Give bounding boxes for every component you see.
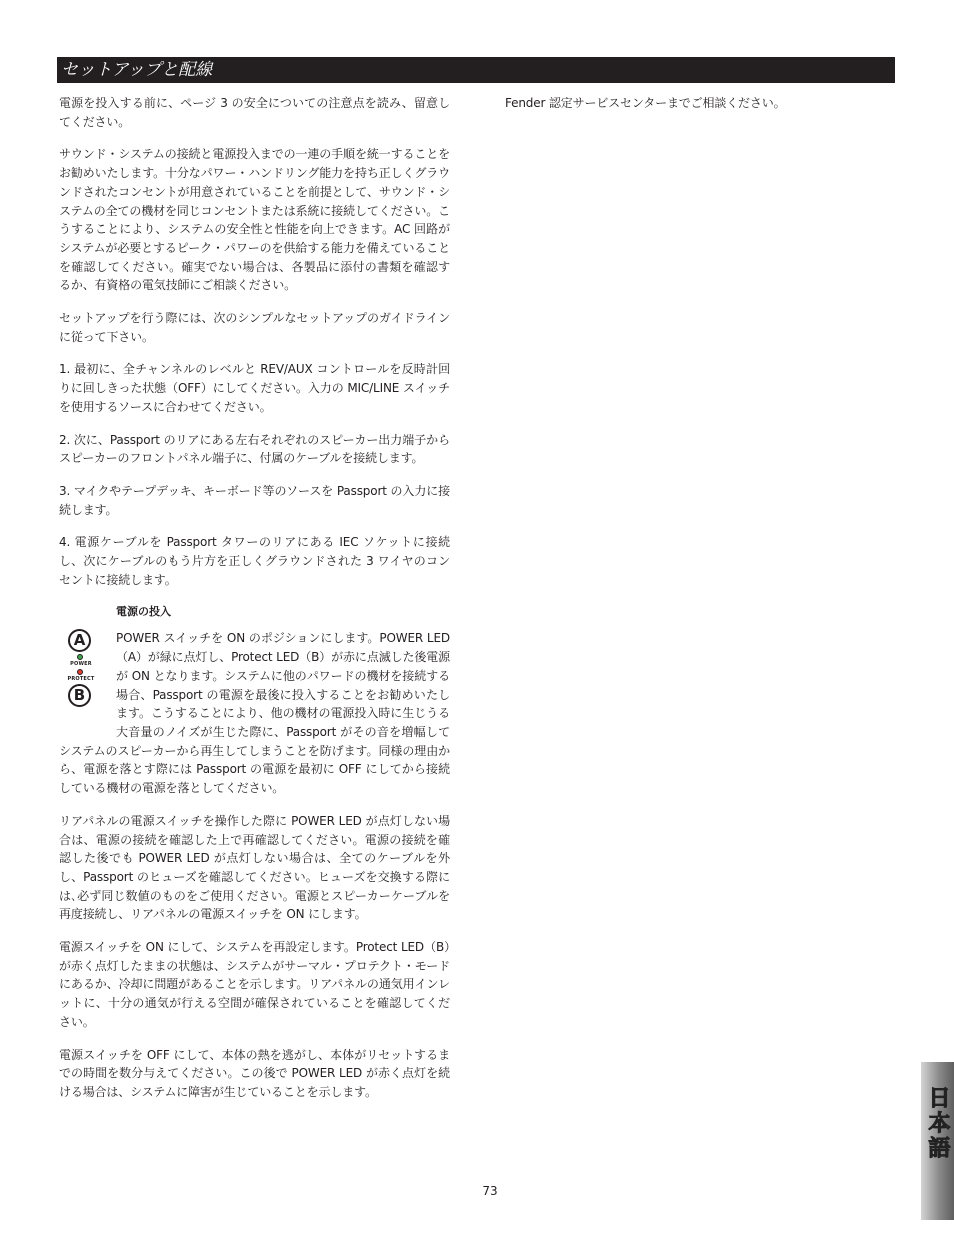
paragraph: 電源を投入する前に、ページ 3 の安全についての注意点を読み、留意してください。: [59, 96, 450, 129]
section-title: セットアップと配線: [61, 60, 213, 80]
language-tab-label: 日本語: [925, 1086, 950, 1161]
paragraph: 電源スイッチを OFF にして、本体の熱を逃がし、本体がリセットするまでの時間を数分与えてください。この後で POWER LED が赤く点灯を続ける場合は、システムに障害が生じていることを示します。: [59, 1047, 450, 1099]
paragraph: Fender 認定サービスセンターまでご相談ください。: [505, 96, 786, 110]
paragraph: セットアップを行う際には、次のシンプルなセットアップのガイドラインに従って下さい。: [59, 311, 450, 344]
paragraph: 電源スイッチを ON にして、システムを再設定します。Protect LED（B）が赤く点灯したままの状態は、システムがサーマル・プロテクト・モードにあるか、冷却に問題があることを示します。リアパネルの通気用インレットに、十分の通気が行える空間が確保されていることを確認してください。: [59, 940, 450, 1029]
power-on-section: [59, 629, 450, 797]
led-b-badge: B: [68, 684, 91, 707]
paragraph: サウンド・システムの接続と電源投入までの一連の手順を統一することをお勧めいたします。十分なパワー・ハンドリング能力を持ち正しくグラウンドされたコンセントが用意されていることを前提として、サウンド・システムの全ての機材を同じコンセントまたは系統に接続してください。こうすることにより、システムの安全性と性能を向上できます。AC 回路がシステムが必要とするピーク・パワーのを供給する能力を備えていることを確認してください。確実でない場合は、各製品に添付の書類を確認するか、有資格の電気技師にご相談ください。: [59, 147, 450, 293]
left-column: [59, 94, 450, 1116]
paragraph: リアパネルの電源スイッチを操作した際に POWER LED が点灯しない場合は、電源の接続を確認した上で再確認してください。電源の接続を確認した後でも POWER LED が点灯しない場合は、全てのケーブルを外し、Passport のヒューズを確認してください。ヒューズを交換する際には､必ず同じ数値のものをご使用ください。電源とスピーカーケーブルを再度接続し、リアパネルの電源スイッチを ON にします。: [59, 813, 450, 922]
led-a-badge: A: [68, 629, 91, 652]
right-column: [505, 94, 895, 127]
section-header-bar: [57, 57, 895, 83]
step-1: 1. 最初に、全チャンネルのレベルと REV/AUX コントロールを反時計回りに回しきった状態（OFF）にしてください。入力の MIC/LINE スイッチを使用するソースに合わせてください。: [59, 362, 450, 414]
step-4: 4. 電源ケーブルを Passport タワーのリアにある IEC ソケットに接続し、次にケーブルのもう片方を正しくグラウンドされた 3 ワイヤのコンセントに接続します。: [59, 535, 450, 587]
protect-led-icon: [77, 669, 83, 675]
power-on-text: POWER スイッチを ON のポジションにします。POWER LED（A）が緑に点灯し、Protect LED（B）が赤に点滅した後電源が ON となります。システムに他のパワードの機材を接続する場合、Passport の電源を最後に投入することをお勧めいたします。こうすることにより、他の機材の電源投入時に生じうる大音量のノイズが生じた際に、Passport がその音を増幅してシステムのスピーカーから再生してしまうことを防げます。同様の理由から、電源を落とす際には Passport の電源を最初に OFF にしてから接続している機材の電源を落としてください。: [59, 631, 450, 796]
protect-led-label: PROTECT: [67, 676, 95, 683]
step-2: 2. 次に、Passport のリアにある左右それぞれのスピーカー出力端子からスピーカーのフロントパネル端子に、付属のケーブルを接続します。: [59, 432, 450, 466]
step-3: 3. マイクやテープデッキ、キーボード等のソースを Passport の入力に接続します。: [59, 483, 450, 517]
language-side-tab: [921, 1062, 954, 1220]
led-indicator-diagram: [59, 629, 103, 725]
power-led-label: POWER: [70, 661, 92, 668]
power-on-heading: 電源の投入: [116, 605, 171, 619]
power-led-icon: [77, 654, 83, 660]
page-number: 73: [482, 1184, 498, 1198]
